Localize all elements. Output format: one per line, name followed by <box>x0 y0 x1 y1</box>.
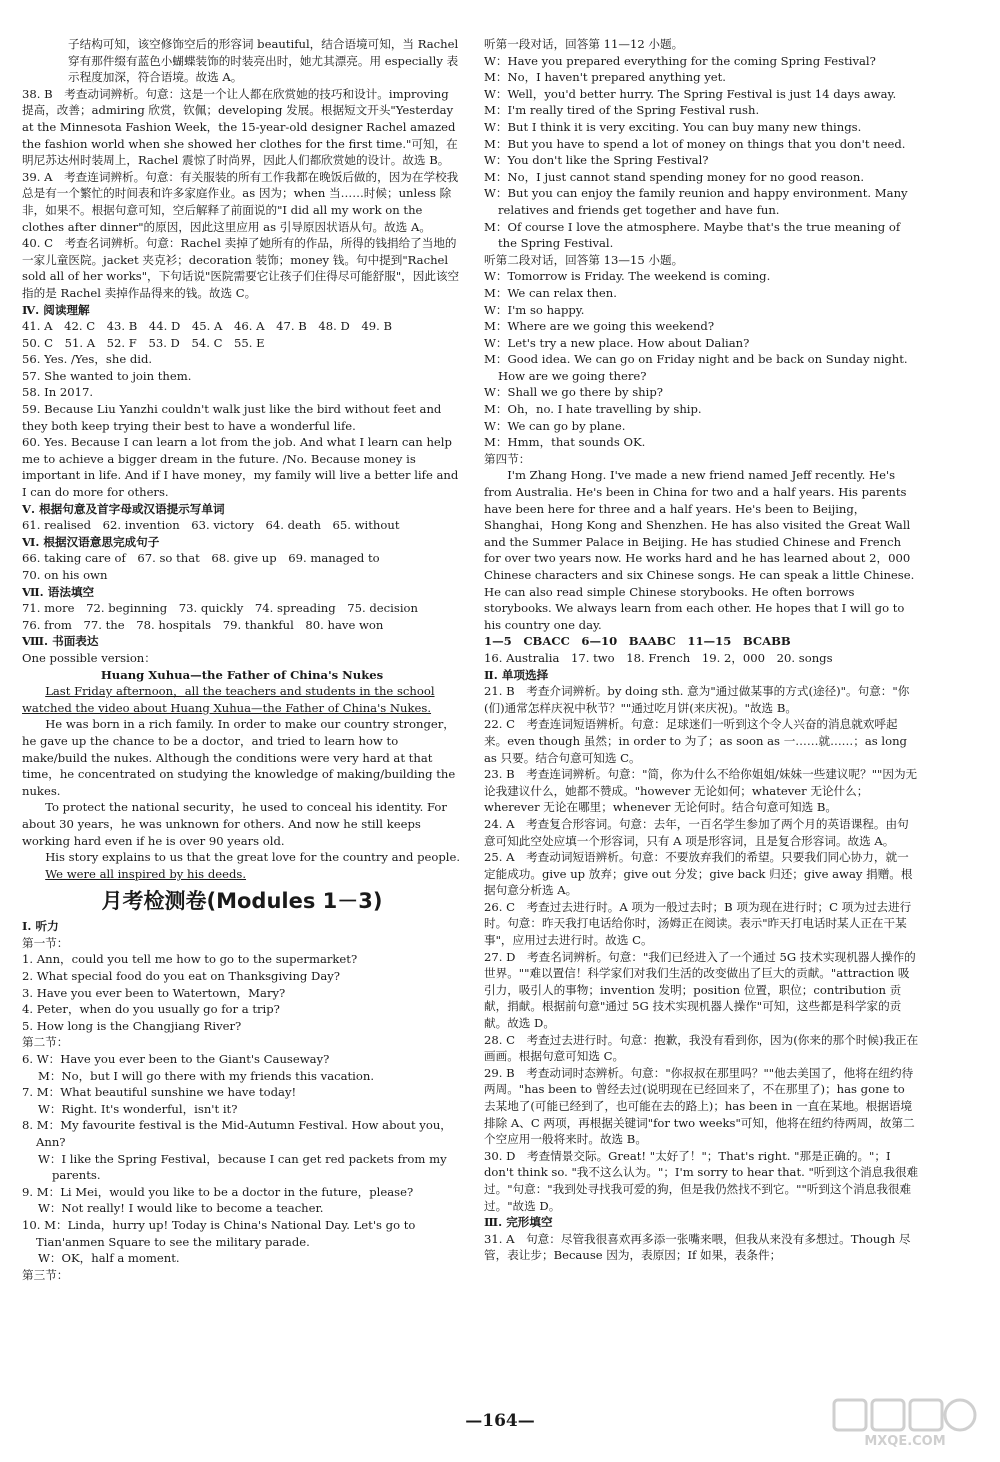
dialogue-line: W：Right. It's wonderful，isn't it? <box>38 1101 238 1116</box>
section-heading-single-choice: Ⅱ. 单项选择 <box>484 667 549 682</box>
watermark-text: MXQE.COM <box>864 1434 946 1449</box>
test-title: 月考检测卷(Modules 1－3) <box>101 889 383 914</box>
dialogue-line: M：No，I just cannot stand spending money for no good reason. <box>484 169 865 184</box>
answers-61-65: 61. realised 62. invention 63. victory 64. death 65. without <box>22 518 400 533</box>
answer-23: 23. B 考查连词辨析。句意："简，你为什么不给你姐姐/妹妹一些建议呢？""因为无论我建议什么，她都不赞成。"however 无论如何；whatever 无论什么；wherever 无论在哪里；whenever 无论何时。结合句意可知选 B。 <box>484 767 918 815</box>
listening-q3: 3. Have you ever been to Watertown，Mary? <box>22 985 286 1000</box>
reading-answers-row-2: 50. C 51. A 52. F 53. D 54. C 55. E <box>22 335 265 350</box>
answer-21: 21. B 考查介词辨析。by doing sth. 意为"通过做某事的方式(途径)"。句意："你(们)通常怎样庆祝中秋节？""通过吃月饼(来庆祝)。"故选 B。 <box>484 684 910 715</box>
answers-76-80: 76. from 77. the 78. hospitals 79. thankful 80. have won <box>22 617 384 632</box>
answer-28: 28. C 考查过去进行时。句意：抱歉，我没有看到你，因为(你来的那个时候)我正在画画。根据句意可知选 C。 <box>484 1032 919 1064</box>
answer-29: 29. B 考查动词时态辨析。句意："你叔叔在那里吗？""他去美国了，他将在纽约待两周。"has been to 曾经去过(说明现在已经回来了，不在那里了)；has gone to 去某地了(可能已经到了，也可能在去的路上)；has been in 一直在某地。根据语境排除 A、C 两项，再根据关键词"for two weeks"可知，他将在纽约待两周，故第二个空应用一般将来时。故选 B。 <box>484 1065 915 1147</box>
listening-part-2-label: 第二节： <box>22 1035 69 1050</box>
left-column <box>22 36 462 1283</box>
answer-58: 58. In 2017. <box>22 385 94 400</box>
dialogue-line: W：OK，half a moment. <box>38 1251 180 1266</box>
dialogue-line: M：I'm really tired of the Spring Festival rush. <box>484 103 760 118</box>
dialogue-1-instruction: 听第一段对话，回答第 11—12 小题。 <box>484 37 684 51</box>
answer-31: 31. A 句意：尽管我很喜欢再多添一张嘴来喂，但我从来没有多想过。Though 尽管，表让步；Because 因为，表原因；If 如果，表条件； <box>484 1231 911 1263</box>
dialogue-line: 10. M：Linda，hurry up! Today is China's National Day. Let's go to Tian'anmen Square to see the military parade. <box>22 1217 416 1249</box>
listening-part-3-label: 第三节： <box>22 1267 69 1282</box>
dialogue-line: W：But you can enjoy the family reunion and happy environment. Many relatives and friends get together and have fun. <box>484 186 908 217</box>
essay-paragraph-4: His story explains to us that the great love for the country and people. <box>45 850 461 865</box>
answer-56: 56. Yes. /Yes，she did. <box>22 352 153 367</box>
dialogue-line: 6. W：Have you ever been to the Giant's Causeway? <box>22 1052 330 1067</box>
listening-part-4-label: 第四节： <box>484 451 531 466</box>
reading-answers-row-1: 41. A 42. C 43. B 44. D 45. A 46. A 47. B 48. D 49. B <box>22 319 392 334</box>
section-heading-word-spelling: Ⅴ. 根据句意及首字母或汉语提示写单词 <box>22 501 225 516</box>
dialogue-line: W：I'm so happy. <box>484 302 585 317</box>
essay-paragraph-2: He was born in a rich family. In order to make our country stronger，he gave up the chance to be a doctor，and tried to learn how to make/build the nukes. Although the conditions were very hard at that time，he concentrated on studying the knowledge of making/building the nukes. <box>22 717 456 798</box>
dialogue-line: W：Not really! I would like to become a teacher. <box>38 1201 324 1216</box>
dialogue-line: 8. M：My favourite festival is the Mid-Autumn Festival. How about you，Ann? <box>22 1118 452 1149</box>
dialogue-line: M：Hmm，that sounds OK. <box>484 435 646 450</box>
listening-q2: 2. What special food do you eat on Thanksgiving Day? <box>22 969 340 984</box>
essay-paragraph-1: Last Friday afternoon，all the teachers and students in the school watched the video about Huang Xuhua—the Father of China's Nukes. <box>22 684 435 715</box>
answer-60: 60. Yes. Because I can learn a lot from the job. And what I learn can help me to achieve a bigger dream in the future. /No. Because money is important in life. And if I have money，my family will live a better life and I can do more for others. <box>22 435 459 500</box>
listening-part-1-label: 第一节： <box>22 935 69 950</box>
essay-paragraph-3: To protect the national security，he used to conceal his identity. For about 30 years，he was unknown for others. And now he still keeps working hard even if he is over 90 years old. <box>22 800 447 848</box>
dialogue-line: W：You don't like the Spring Festival? <box>484 153 709 168</box>
answer-38: 38. B 考查动词辨析。句意：这是一个让人都在欣赏她的技巧和设计。improving 提高，改善；admiring 欣赏，钦佩；developing 发展。根据短文开头"Yesterday at the Minnesota Fashion Week，the 15-year-old designer Rachel amazed the fashion world when she showed her clothes for the first time."可知，在明尼苏达州时装周上，Rachel 震惊了时尚界，因此人们都欣赏她的设计。故选 B。 <box>22 86 458 168</box>
dialogue-line: W：But I think it is very exciting. You can buy many new things. <box>484 119 862 134</box>
section-heading-listening: Ⅰ. 听力 <box>22 919 59 934</box>
watermark-logo <box>830 1396 980 1452</box>
dialogue-line: W：I like the Spring Festival，because I can get red packets from my parents. <box>38 1151 447 1183</box>
dialogue-line: M：Good idea. We can go on Friday night and be back on Sunday night. How are we going there? <box>484 352 908 383</box>
section-heading-reading: Ⅳ. 阅读理解 <box>22 302 90 317</box>
dialogue-line: W：Well，you'd better hurry. The Spring Festival is just 14 days away. <box>484 86 897 101</box>
listening-passage: I'm Zhang Hong. I've made a new friend named Jeff recently. He's from Australia. He's been in China for two and a half years. His parents have been here for three and a half years. He's been to Beijing，Shanghai，Hong Kong and Shenzhen. He has also visited the Great Wall and the Summer Palace in Beijing. He has studied Chinese and French for over two years now. He works hard and he has learned about 2，000 Chinese characters and six Chinese songs. He can speak a little Chinese. He can also read simple Chinese storybooks. He often borrows storybooks. We always learn from each other. He hopes that I will go to his country one day. <box>484 468 915 632</box>
answer-37-continued: 子结构可知，该空修饰空后的形容词 beautiful，结合语境可知，当 Rachel 穿有那件缀有蓝色小蝴蝶装饰的时装亮出时，她尤其漂亮。用 especially 表示程度加深，符合语境。故选 A。 <box>68 37 459 85</box>
answer-24: 24. A 考查复合形容词。句意：去年，一百名学生参加了两个月的英语课程。由句意可知此空处应填一个形容词，只有 A 项是形容词，且是复合形容词。故选 A。 <box>484 816 909 848</box>
dialogue-line: M：No，I haven't prepared anything yet. <box>484 70 726 85</box>
dialogue-line: M：Oh，no. I hate travelling by ship. <box>484 402 702 417</box>
section-heading-writing: Ⅷ. 书面表达 <box>22 634 99 649</box>
listening-answers-1-15: 1—5 CBACC 6—10 BAABC 11—15 BCABB <box>484 634 791 649</box>
answer-30: 30. D 考查情景交际。Great! "太好了！"；That's right. "那是正确的。"；I don't think so. "我不这么认为。"；I'm sorry to hear that. "听到这个消息我很难过。"句意："我到处寻找我可爱的狗，但是我仍然找不到它。""听到这个消息我很难过。"故选 D。 <box>484 1148 919 1213</box>
answers-66-69: 66. taking care of 67. so that 68. give up 69. managed to <box>22 551 380 566</box>
dialogue-line: M：Of course I love the atmosphere. Maybe that's the true meaning of the Spring Festival. <box>484 219 901 251</box>
stamp-logo-icon <box>830 1396 980 1436</box>
answer-27: 27. D 考查名词辨析。句意："我们已经进入了一个通过 5G 技术实现机器人操作的世界。""难以置信！科学家们对我们生活的改变做出了巨大的贡献。"attraction 吸引力，吸引人的事物；invention 发明；position 位置，职位；contribution 贡献，捐献。根据前句意"通过 5G 技术实现机器人操作"可知，这些都是科学家的贡献。故选 D。 <box>484 949 916 1031</box>
essay-title: Huang Xuhua—the Father of China's Nukes <box>100 667 384 682</box>
dialogue-line: M：But you have to spend a lot of money on things that you don't need. <box>484 136 906 151</box>
listening-q5: 5. How long is the Changjiang River? <box>22 1018 242 1033</box>
answer-39: 39. A 考查连词辨析。句意：有关服装的所有工作我都在晚饭后做的，因为在学校我总是有一个繁忙的时间表和许多家庭作业。as 因为；when 当……时候；unless 除非，如果不。根据句意可知，空后解释了前面说的"I did all my work on the clothes after dinner"的原因，因此这里应用 as 引导原因状语从句。故选 A。 <box>22 169 459 234</box>
dialogue-line: W：We can go by plane. <box>484 418 626 433</box>
dialogue-line: W：Shall we go there by ship? <box>484 385 663 400</box>
dialogue-line: 7. M：What beautiful sunshine we have today! <box>22 1085 297 1100</box>
dialogue-line: W：Let's try a new place. How about Dalian? <box>484 335 750 350</box>
listening-answers-16-20: 16. Australia 17. two 18. French 19. 2，000 20. songs <box>484 650 833 665</box>
answers-71-75: 71. more 72. beginning 73. quickly 74. spreading 75. decision <box>22 601 418 616</box>
answer-70: 70. on his own <box>22 568 108 582</box>
dialogue-line: W：Tomorrow is Friday. The weekend is coming. <box>484 269 771 284</box>
section-heading-sentence-completion: Ⅵ. 根据汉语意思完成句子 <box>22 534 160 549</box>
section-heading-cloze: Ⅲ. 完形填空 <box>484 1215 553 1230</box>
answer-59: 59. Because Liu Yanzhi couldn't walk just like the bird without feet and they both keep trying their best to have a wonderful life. <box>22 402 442 433</box>
dialogue-line: M：Where are we going this weekend? <box>484 319 715 334</box>
listening-q4: 4. Peter，when do you usually go for a trip? <box>22 1002 280 1017</box>
dialogue-line: M：No，but I will go there with my friends this vacation. <box>38 1068 375 1083</box>
dialogue-line: M：We can relax then. <box>484 285 617 300</box>
essay-paragraph-5: We were all inspired by his deeds. <box>45 866 247 881</box>
section-heading-grammar: Ⅶ. 语法填空 <box>22 584 95 599</box>
right-column <box>484 36 920 1264</box>
answer-40: 40. C 考查名词辨析。句意：Rachel 卖掉了她所有的作品，所得的钱捐给了当地的一家儿童医院。jacket 夹克衫；decoration 装饰；money 钱。句中提到"Rachel sold all of her works"，下句话说"医院需要它让孩子们住得尽可能舒服"，因此该空指的是 Rachel 卖掉作品得来的钱。故选 C。 <box>22 236 460 300</box>
answer-25: 25. A 考查动词短语辨析。句意：不要放弃我们的希望。只要我们同心协力，就一定能成功。give up 放弃；give out 分发；give back 归还；give away 捐赠。根据句意分析选 A。 <box>484 850 913 898</box>
dialogue-line: W：Have you prepared everything for the coming Spring Festival? <box>484 53 876 68</box>
dialogue-line: 9. M：Li Mei，would you like to be a doctor in the future，please? <box>22 1184 414 1199</box>
writing-version-label: One possible version： <box>22 650 156 665</box>
answer-57: 57. She wanted to join them. <box>22 368 192 383</box>
page-number: —164— <box>465 1411 535 1431</box>
dialogue-2-instruction: 听第二段对话，回答第 13—15 小题。 <box>484 252 684 267</box>
answer-22: 22. C 考查连词短语辨析。句意：足球迷们一听到这个令人兴奋的消息就欢呼起来。even though 虽然；in order to 为了；as soon as 一……就……；as long as 只要。结合句意可知选 C。 <box>484 717 907 765</box>
answer-26: 26. C 考查过去进行时。A 项为一般过去时；B 项为现在进行时；C 项为过去进行时。句意：昨天我打电话给你时，汤姆正在阅读。表示"昨天打电话时某人正在干某事"，应用过去进行时。故选 C。 <box>484 899 912 948</box>
listening-q1: 1. Ann，could you tell me how to go to the supermarket? <box>22 952 358 967</box>
